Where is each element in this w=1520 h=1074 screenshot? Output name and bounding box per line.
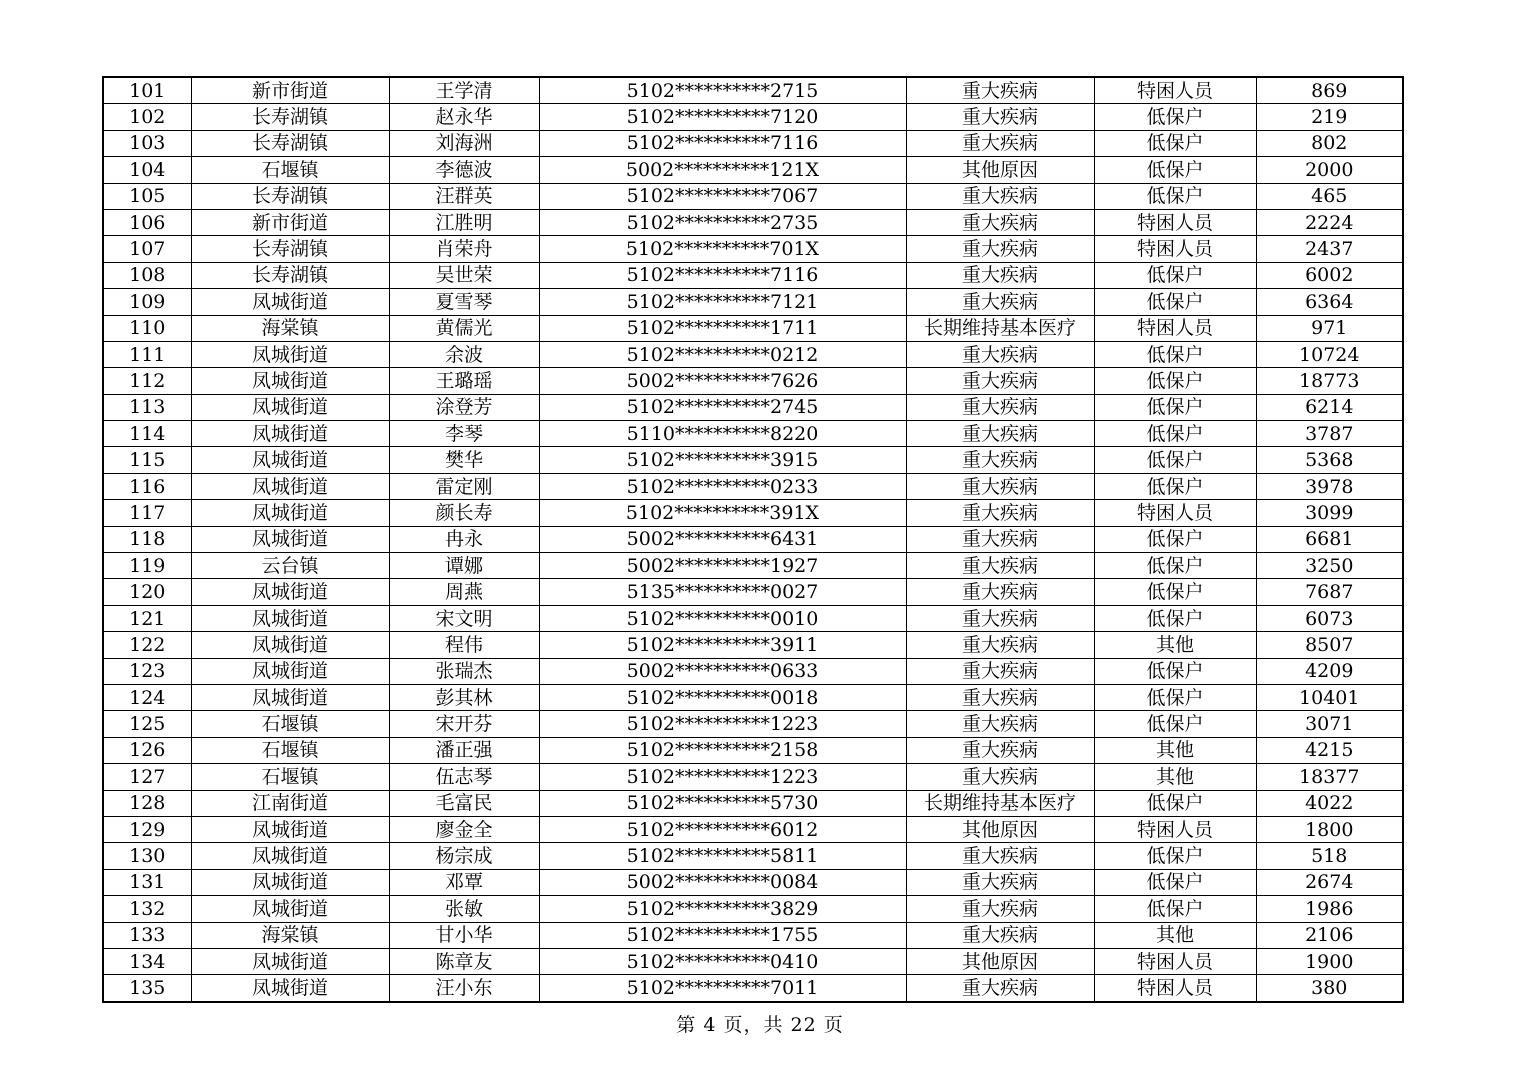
row-index-cell: 134	[103, 948, 191, 974]
category-cell: 特困人员	[1094, 948, 1256, 974]
name-cell: 王学清	[389, 77, 539, 104]
town-cell: 长寿湖镇	[191, 183, 389, 209]
table-row	[103, 764, 1403, 790]
id-number-cell: 5102**********1223	[539, 711, 906, 737]
town-cell: 凤城街道	[191, 447, 389, 473]
table-row	[103, 130, 1403, 156]
table-row	[103, 341, 1403, 367]
reason-cell: 其他原因	[906, 948, 1094, 974]
name-cell: 余波	[389, 341, 539, 367]
category-cell: 低保户	[1094, 394, 1256, 420]
name-cell: 杨宗成	[389, 843, 539, 869]
row-index-cell: 118	[103, 526, 191, 552]
name-cell: 程伟	[389, 632, 539, 658]
row-index-cell: 109	[103, 289, 191, 315]
amount-cell: 6214	[1256, 394, 1403, 420]
id-number-cell: 5102**********2158	[539, 737, 906, 763]
reason-cell: 重大疾病	[906, 183, 1094, 209]
amount-cell: 1986	[1256, 896, 1403, 922]
reason-cell: 重大疾病	[906, 632, 1094, 658]
reason-cell: 重大疾病	[906, 869, 1094, 895]
town-cell: 长寿湖镇	[191, 104, 389, 130]
name-cell: 毛富民	[389, 790, 539, 816]
table-row	[103, 315, 1403, 341]
id-number-cell: 5102**********1223	[539, 764, 906, 790]
reason-cell: 重大疾病	[906, 922, 1094, 948]
reason-cell: 重大疾病	[906, 77, 1094, 104]
id-number-cell: 5102**********3911	[539, 632, 906, 658]
town-cell: 海棠镇	[191, 922, 389, 948]
name-cell: 涂登芳	[389, 394, 539, 420]
table-row	[103, 632, 1403, 658]
category-cell: 低保户	[1094, 341, 1256, 367]
category-cell: 低保户	[1094, 605, 1256, 631]
name-cell: 谭娜	[389, 553, 539, 579]
table-row	[103, 157, 1403, 183]
category-cell: 低保户	[1094, 447, 1256, 473]
amount-cell: 869	[1256, 77, 1403, 104]
name-cell: 宋文明	[389, 605, 539, 631]
table-row	[103, 262, 1403, 288]
amount-cell: 2106	[1256, 922, 1403, 948]
row-index-cell: 135	[103, 975, 191, 1002]
town-cell: 新市街道	[191, 77, 389, 104]
name-cell: 廖金全	[389, 816, 539, 842]
amount-cell: 3071	[1256, 711, 1403, 737]
category-cell: 低保户	[1094, 658, 1256, 684]
relief-recipient-table	[102, 76, 1404, 1003]
id-number-cell: 5002**********6431	[539, 526, 906, 552]
amount-cell: 4215	[1256, 737, 1403, 763]
id-number-cell: 5102**********7067	[539, 183, 906, 209]
name-cell: 陈章友	[389, 948, 539, 974]
table-row	[103, 183, 1403, 209]
town-cell: 凤城街道	[191, 289, 389, 315]
reason-cell: 重大疾病	[906, 526, 1094, 552]
row-index-cell: 133	[103, 922, 191, 948]
category-cell: 特困人员	[1094, 209, 1256, 235]
category-cell: 低保户	[1094, 790, 1256, 816]
category-cell: 特困人员	[1094, 816, 1256, 842]
row-index-cell: 107	[103, 236, 191, 262]
row-index-cell: 122	[103, 632, 191, 658]
category-cell: 低保户	[1094, 262, 1256, 288]
town-cell: 凤城街道	[191, 421, 389, 447]
amount-cell: 3978	[1256, 473, 1403, 499]
category-cell: 低保户	[1094, 526, 1256, 552]
row-index-cell: 120	[103, 579, 191, 605]
name-cell: 江胜明	[389, 209, 539, 235]
table-row	[103, 948, 1403, 974]
amount-cell: 8507	[1256, 632, 1403, 658]
row-index-cell: 123	[103, 658, 191, 684]
category-cell: 低保户	[1094, 579, 1256, 605]
id-number-cell: 5102**********6012	[539, 816, 906, 842]
id-number-cell: 5135**********0027	[539, 579, 906, 605]
row-index-cell: 127	[103, 764, 191, 790]
table-row	[103, 209, 1403, 235]
amount-cell: 5368	[1256, 447, 1403, 473]
id-number-cell: 5002**********7626	[539, 368, 906, 394]
reason-cell: 重大疾病	[906, 104, 1094, 130]
town-cell: 石堰镇	[191, 737, 389, 763]
row-index-cell: 128	[103, 790, 191, 816]
id-number-cell: 5102**********7116	[539, 262, 906, 288]
reason-cell: 重大疾病	[906, 421, 1094, 447]
table-row	[103, 975, 1403, 1002]
name-cell: 颜长寿	[389, 500, 539, 526]
category-cell: 低保户	[1094, 157, 1256, 183]
amount-cell: 6681	[1256, 526, 1403, 552]
id-number-cell: 5002**********0633	[539, 658, 906, 684]
id-number-cell: 5102**********3829	[539, 896, 906, 922]
category-cell: 特困人员	[1094, 975, 1256, 1002]
category-cell: 低保户	[1094, 421, 1256, 447]
reason-cell: 重大疾病	[906, 764, 1094, 790]
reason-cell: 重大疾病	[906, 843, 1094, 869]
town-cell: 石堰镇	[191, 764, 389, 790]
id-number-cell: 5102**********2745	[539, 394, 906, 420]
town-cell: 凤城街道	[191, 632, 389, 658]
amount-cell: 6002	[1256, 262, 1403, 288]
amount-cell: 4209	[1256, 658, 1403, 684]
amount-cell: 3099	[1256, 500, 1403, 526]
row-index-cell: 113	[103, 394, 191, 420]
name-cell: 吴世荣	[389, 262, 539, 288]
row-index-cell: 104	[103, 157, 191, 183]
table-row	[103, 579, 1403, 605]
reason-cell: 重大疾病	[906, 289, 1094, 315]
row-index-cell: 108	[103, 262, 191, 288]
row-index-cell: 129	[103, 816, 191, 842]
category-cell: 特困人员	[1094, 236, 1256, 262]
amount-cell: 6073	[1256, 605, 1403, 631]
name-cell: 黄儒光	[389, 315, 539, 341]
reason-cell: 长期维持基本医疗	[906, 315, 1094, 341]
town-cell: 凤城街道	[191, 500, 389, 526]
row-index-cell: 106	[103, 209, 191, 235]
row-index-cell: 116	[103, 473, 191, 499]
amount-cell: 10401	[1256, 684, 1403, 710]
name-cell: 樊华	[389, 447, 539, 473]
row-index-cell: 101	[103, 77, 191, 104]
row-index-cell: 112	[103, 368, 191, 394]
name-cell: 彭其林	[389, 684, 539, 710]
category-cell: 低保户	[1094, 711, 1256, 737]
category-cell: 其他	[1094, 922, 1256, 948]
category-cell: 低保户	[1094, 473, 1256, 499]
category-cell: 其他	[1094, 632, 1256, 658]
town-cell: 海棠镇	[191, 315, 389, 341]
name-cell: 邓覃	[389, 869, 539, 895]
reason-cell: 重大疾病	[906, 737, 1094, 763]
reason-cell: 重大疾病	[906, 262, 1094, 288]
id-number-cell: 5002**********0084	[539, 869, 906, 895]
row-index-cell: 103	[103, 130, 191, 156]
reason-cell: 重大疾病	[906, 209, 1094, 235]
reason-cell: 重大疾病	[906, 394, 1094, 420]
id-number-cell: 5002**********1927	[539, 553, 906, 579]
table-row	[103, 236, 1403, 262]
category-cell: 其他	[1094, 764, 1256, 790]
amount-cell: 7687	[1256, 579, 1403, 605]
reason-cell: 重大疾病	[906, 658, 1094, 684]
reason-cell: 长期维持基本医疗	[906, 790, 1094, 816]
name-cell: 张瑞杰	[389, 658, 539, 684]
table-row	[103, 289, 1403, 315]
name-cell: 雷定刚	[389, 473, 539, 499]
category-cell: 其他	[1094, 737, 1256, 763]
category-cell: 低保户	[1094, 104, 1256, 130]
reason-cell: 重大疾病	[906, 711, 1094, 737]
name-cell: 夏雪琴	[389, 289, 539, 315]
reason-cell: 重大疾病	[906, 975, 1094, 1002]
town-cell: 凤城街道	[191, 869, 389, 895]
town-cell: 凤城街道	[191, 843, 389, 869]
category-cell: 低保户	[1094, 843, 1256, 869]
table-row	[103, 526, 1403, 552]
id-number-cell: 5102**********5811	[539, 843, 906, 869]
table-row	[103, 500, 1403, 526]
category-cell: 低保户	[1094, 289, 1256, 315]
category-cell: 低保户	[1094, 896, 1256, 922]
amount-cell: 18377	[1256, 764, 1403, 790]
table-row	[103, 843, 1403, 869]
id-number-cell: 5102**********2735	[539, 209, 906, 235]
row-index-cell: 119	[103, 553, 191, 579]
row-index-cell: 115	[103, 447, 191, 473]
reason-cell: 重大疾病	[906, 473, 1094, 499]
table-row	[103, 658, 1403, 684]
amount-cell: 518	[1256, 843, 1403, 869]
table-row	[103, 790, 1403, 816]
category-cell: 特困人员	[1094, 500, 1256, 526]
id-number-cell: 5002**********121X	[539, 157, 906, 183]
amount-cell: 971	[1256, 315, 1403, 341]
town-cell: 新市街道	[191, 209, 389, 235]
amount-cell: 2674	[1256, 869, 1403, 895]
table-row	[103, 869, 1403, 895]
town-cell: 长寿湖镇	[191, 262, 389, 288]
reason-cell: 重大疾病	[906, 605, 1094, 631]
amount-cell: 3250	[1256, 553, 1403, 579]
name-cell: 李德波	[389, 157, 539, 183]
table-row	[103, 553, 1403, 579]
table-row	[103, 605, 1403, 631]
name-cell: 李琴	[389, 421, 539, 447]
name-cell: 潘正强	[389, 737, 539, 763]
id-number-cell: 5102**********7011	[539, 975, 906, 1002]
name-cell: 汪小东	[389, 975, 539, 1002]
amount-cell: 465	[1256, 183, 1403, 209]
row-index-cell: 105	[103, 183, 191, 209]
amount-cell: 380	[1256, 975, 1403, 1002]
table-row	[103, 77, 1403, 104]
town-cell: 凤城街道	[191, 473, 389, 499]
table-body	[103, 77, 1403, 1002]
town-cell: 凤城街道	[191, 368, 389, 394]
amount-cell: 4022	[1256, 790, 1403, 816]
category-cell: 低保户	[1094, 368, 1256, 394]
town-cell: 凤城街道	[191, 658, 389, 684]
id-number-cell: 5102**********1711	[539, 315, 906, 341]
amount-cell: 802	[1256, 130, 1403, 156]
id-number-cell: 5102**********0410	[539, 948, 906, 974]
town-cell: 凤城街道	[191, 605, 389, 631]
name-cell: 刘海洲	[389, 130, 539, 156]
town-cell: 石堰镇	[191, 711, 389, 737]
table-row	[103, 684, 1403, 710]
row-index-cell: 125	[103, 711, 191, 737]
town-cell: 云台镇	[191, 553, 389, 579]
category-cell: 低保户	[1094, 553, 1256, 579]
table-row	[103, 104, 1403, 130]
town-cell: 凤城街道	[191, 394, 389, 420]
reason-cell: 重大疾病	[906, 684, 1094, 710]
reason-cell: 重大疾病	[906, 553, 1094, 579]
row-index-cell: 124	[103, 684, 191, 710]
amount-cell: 2224	[1256, 209, 1403, 235]
town-cell: 长寿湖镇	[191, 130, 389, 156]
category-cell: 低保户	[1094, 684, 1256, 710]
category-cell: 特困人员	[1094, 77, 1256, 104]
row-index-cell: 121	[103, 605, 191, 631]
row-index-cell: 114	[103, 421, 191, 447]
id-number-cell: 5102**********7116	[539, 130, 906, 156]
table-row	[103, 816, 1403, 842]
name-cell: 肖荣舟	[389, 236, 539, 262]
amount-cell: 18773	[1256, 368, 1403, 394]
town-cell: 凤城街道	[191, 526, 389, 552]
table-row	[103, 368, 1403, 394]
name-cell: 赵永华	[389, 104, 539, 130]
amount-cell: 2000	[1256, 157, 1403, 183]
category-cell: 低保户	[1094, 183, 1256, 209]
amount-cell: 1800	[1256, 816, 1403, 842]
reason-cell: 重大疾病	[906, 130, 1094, 156]
reason-cell: 重大疾病	[906, 236, 1094, 262]
name-cell: 甘小华	[389, 922, 539, 948]
id-number-cell: 5102**********701X	[539, 236, 906, 262]
id-number-cell: 5102**********2715	[539, 77, 906, 104]
id-number-cell: 5102**********7120	[539, 104, 906, 130]
category-cell: 低保户	[1094, 130, 1256, 156]
row-index-cell: 102	[103, 104, 191, 130]
row-index-cell: 110	[103, 315, 191, 341]
town-cell: 凤城街道	[191, 341, 389, 367]
amount-cell: 6364	[1256, 289, 1403, 315]
name-cell: 张敏	[389, 896, 539, 922]
town-cell: 江南街道	[191, 790, 389, 816]
table-row	[103, 922, 1403, 948]
row-index-cell: 126	[103, 737, 191, 763]
id-number-cell: 5110**********8220	[539, 421, 906, 447]
row-index-cell: 132	[103, 896, 191, 922]
name-cell: 伍志琴	[389, 764, 539, 790]
row-index-cell: 130	[103, 843, 191, 869]
category-cell: 低保户	[1094, 869, 1256, 895]
reason-cell: 重大疾病	[906, 447, 1094, 473]
name-cell: 汪群英	[389, 183, 539, 209]
town-cell: 长寿湖镇	[191, 236, 389, 262]
row-index-cell: 117	[103, 500, 191, 526]
id-number-cell: 5102**********0018	[539, 684, 906, 710]
name-cell: 王璐瑶	[389, 368, 539, 394]
table-row	[103, 896, 1403, 922]
name-cell: 宋开芬	[389, 711, 539, 737]
reason-cell: 重大疾病	[906, 579, 1094, 605]
page-number-footer: 第 4 页，共 22 页	[676, 1014, 844, 1036]
town-cell: 凤城街道	[191, 975, 389, 1002]
table-row	[103, 711, 1403, 737]
id-number-cell: 5102**********391X	[539, 500, 906, 526]
amount-cell: 10724	[1256, 341, 1403, 367]
table-row	[103, 447, 1403, 473]
town-cell: 凤城街道	[191, 816, 389, 842]
reason-cell: 重大疾病	[906, 341, 1094, 367]
table-row	[103, 394, 1403, 420]
id-number-cell: 5102**********0212	[539, 341, 906, 367]
amount-cell: 219	[1256, 104, 1403, 130]
id-number-cell: 5102**********3915	[539, 447, 906, 473]
amount-cell: 1900	[1256, 948, 1403, 974]
name-cell: 冉永	[389, 526, 539, 552]
table-row	[103, 421, 1403, 447]
town-cell: 凤城街道	[191, 948, 389, 974]
table-row	[103, 737, 1403, 763]
table-row	[103, 473, 1403, 499]
reason-cell: 其他原因	[906, 816, 1094, 842]
town-cell: 凤城街道	[191, 579, 389, 605]
amount-cell: 2437	[1256, 236, 1403, 262]
town-cell: 凤城街道	[191, 896, 389, 922]
id-number-cell: 5102**********1755	[539, 922, 906, 948]
town-cell: 石堰镇	[191, 157, 389, 183]
id-number-cell: 5102**********0233	[539, 473, 906, 499]
id-number-cell: 5102**********0010	[539, 605, 906, 631]
reason-cell: 重大疾病	[906, 368, 1094, 394]
category-cell: 特困人员	[1094, 315, 1256, 341]
id-number-cell: 5102**********7121	[539, 289, 906, 315]
reason-cell: 重大疾病	[906, 896, 1094, 922]
reason-cell: 其他原因	[906, 157, 1094, 183]
row-index-cell: 131	[103, 869, 191, 895]
id-number-cell: 5102**********5730	[539, 790, 906, 816]
reason-cell: 重大疾病	[906, 500, 1094, 526]
name-cell: 周燕	[389, 579, 539, 605]
town-cell: 凤城街道	[191, 684, 389, 710]
amount-cell: 3787	[1256, 421, 1403, 447]
row-index-cell: 111	[103, 341, 191, 367]
